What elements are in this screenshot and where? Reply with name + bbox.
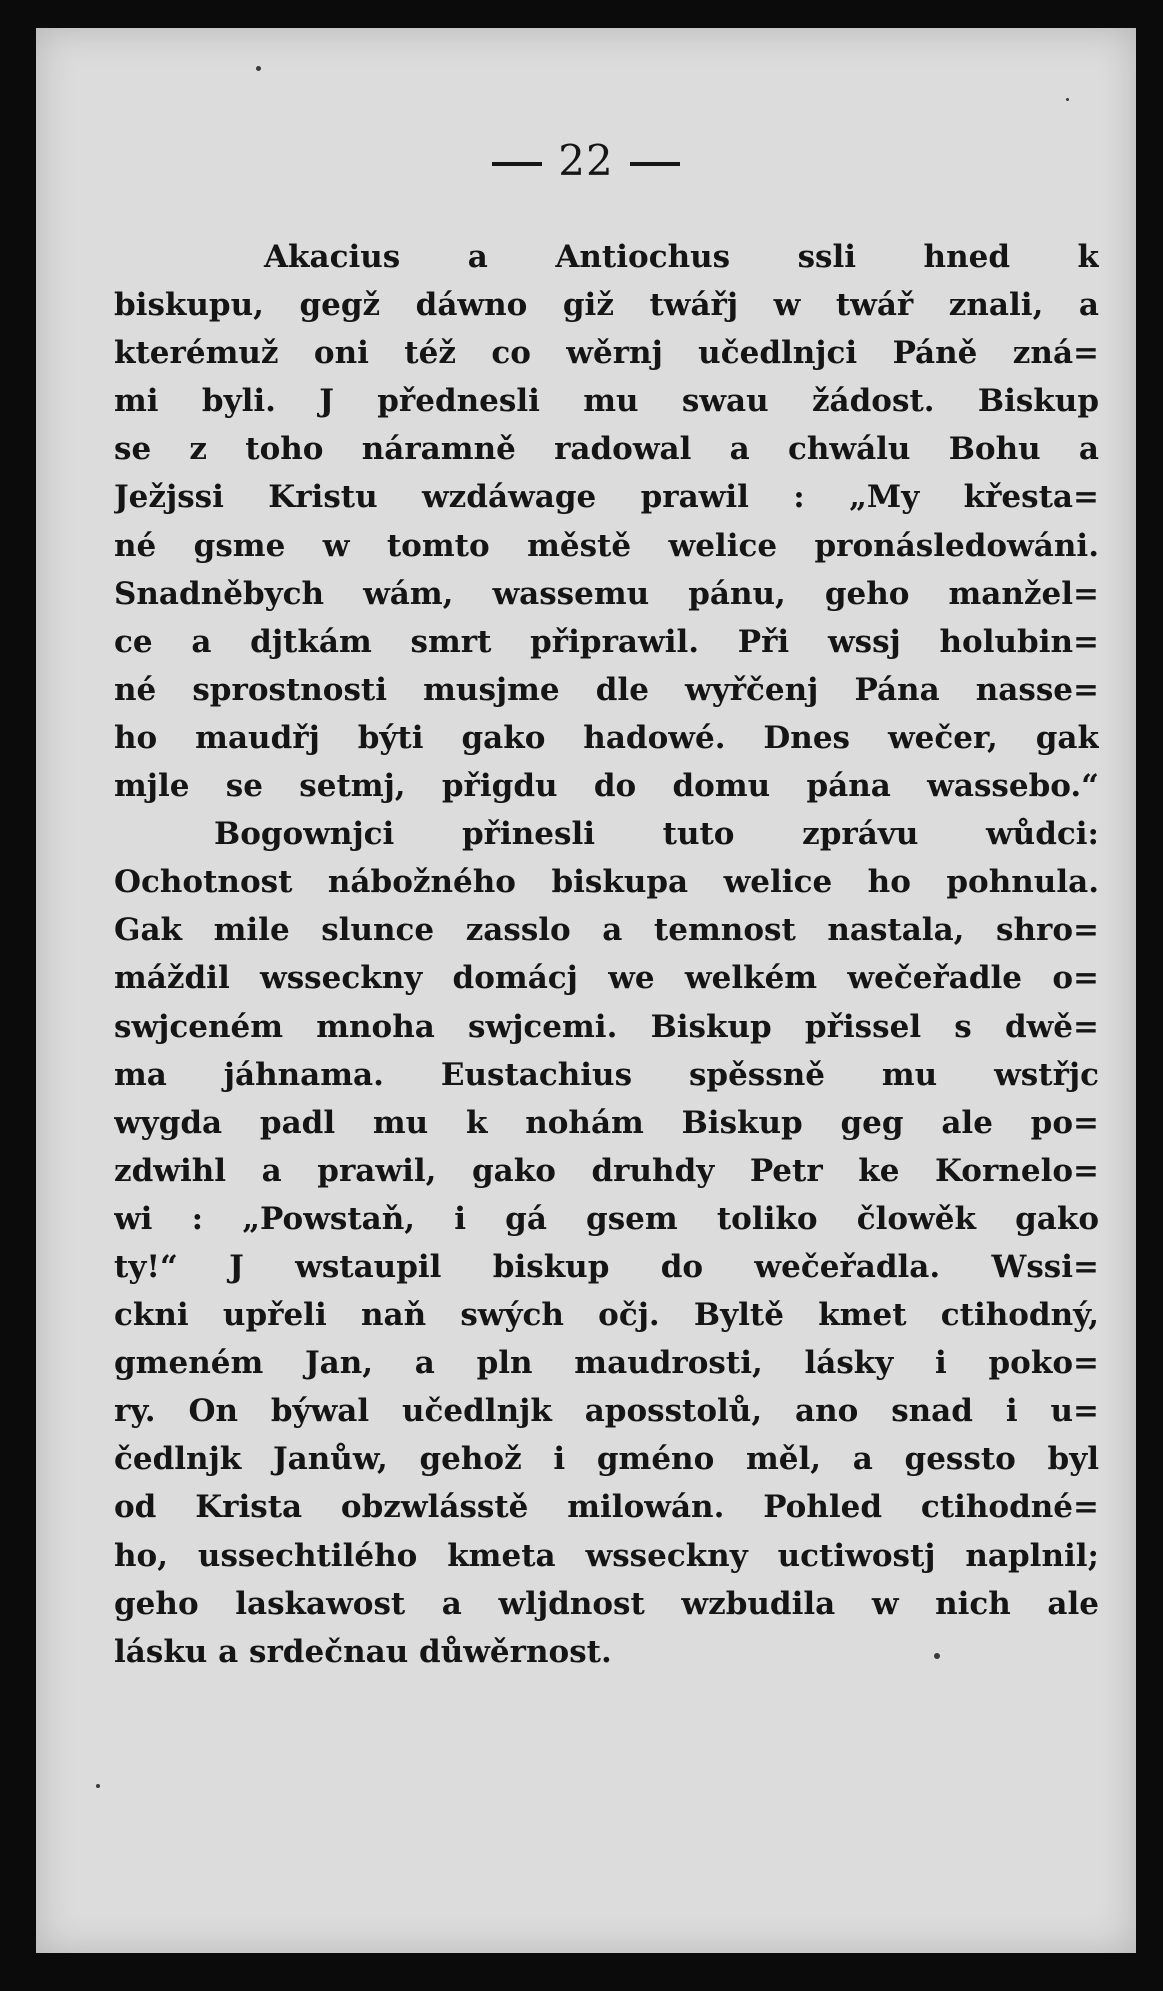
dust-speck	[96, 1784, 100, 1788]
book-page	[36, 28, 1136, 1953]
text-line: se z toho náramně radowal a chwálu Bohu a	[114, 431, 1099, 468]
text-line: Gak mile slunce zasslo a temnost nastala, shro=	[114, 912, 1099, 949]
text-line: máždil wsseckny domácj we welkém wečeřadle o=	[114, 960, 1099, 997]
text-line: gmeném Jan, a pln maudrosti, lásky i poko=	[114, 1345, 1099, 1382]
text-line: né gsme w tomto městě welice pronásledowáni.	[114, 527, 1099, 564]
text-line: ty!“ J wstaupil biskup do wečeřadla. Wssi=	[114, 1248, 1099, 1285]
text-line: mi byli. J přednesli mu swau žádost. Biskup	[114, 383, 1099, 420]
text-line: čedlnjk Janůw, gehož i gméno měl, a gessto byl	[114, 1441, 1099, 1478]
text-line: swjceném mnoha swjcemi. Biskup přissel s dwě=	[114, 1008, 1099, 1045]
text-line: Ježjssi Kristu wzdáwage prawil : „My křesta=	[114, 479, 1099, 516]
text-line: Ochotnost nábožného biskupa welice ho pohnula.	[114, 864, 1099, 901]
text-line: wygda padl mu k nohám Biskup geg ale po=	[114, 1104, 1099, 1141]
text-line: ry. On býwal učedlnjk aposstolů, ano snad i u=	[114, 1393, 1099, 1430]
text-line: Akacius a Antiochus ssli hned k	[264, 239, 1099, 275]
text-line: ckni upřeli naň swých očj. Byltě kmet ctihodný,	[114, 1297, 1099, 1334]
text-line: geho laskawost a wljdnost wzbudila w nich ale	[114, 1585, 1099, 1622]
text-line: mjle se setmj, přigdu do domu pána wassebo.“	[114, 768, 1099, 805]
page-number: 22	[558, 136, 614, 185]
text-line: Bogownjci přinesli tuto zprávu wůdci:	[214, 816, 1099, 853]
text-line: ce a djtkám smrt připrawil. Při wssj holubin=	[114, 623, 1099, 660]
text-line: kterémuž oni též co wěrnj učedlnjci Páně zná=	[114, 335, 1099, 372]
dust-speck	[1066, 98, 1069, 101]
text-line: né sprostnosti musjme dle wyřčenj Pána nasse=	[114, 671, 1099, 708]
text-line: ho, ussechtilého kmeta wsseckny uctiwostj naplnil;	[114, 1537, 1099, 1574]
text-line: zdwihl a prawil, gako druhdy Petr ke Kornelo=	[114, 1152, 1099, 1189]
left-dash	[492, 162, 542, 166]
text-line: od Krista obzwlásstě milowán. Pohled ctihodné=	[114, 1489, 1099, 1526]
page-number-header	[36, 136, 1136, 185]
dust-speck	[934, 1653, 940, 1659]
text-line: wi : „Powstaň, i gá gsem toliko člowěk gako	[114, 1200, 1099, 1237]
dust-speck	[256, 66, 261, 71]
body-text	[114, 233, 1099, 1676]
text-line: lásku a srdečnau důwěrnost.	[114, 1633, 612, 1670]
right-dash	[630, 162, 680, 166]
text-line: Snadněbych wám, wassemu pánu, geho manžel=	[114, 575, 1099, 612]
text-line: ho maudřj býti gako hadowé. Dnes wečer, gak	[114, 719, 1099, 756]
text-line: ma jáhnama. Eustachius spěssně mu wstřjc	[114, 1056, 1099, 1093]
text-line: biskupu, gegž dáwno giž twářj w twář znali, a	[114, 287, 1099, 324]
